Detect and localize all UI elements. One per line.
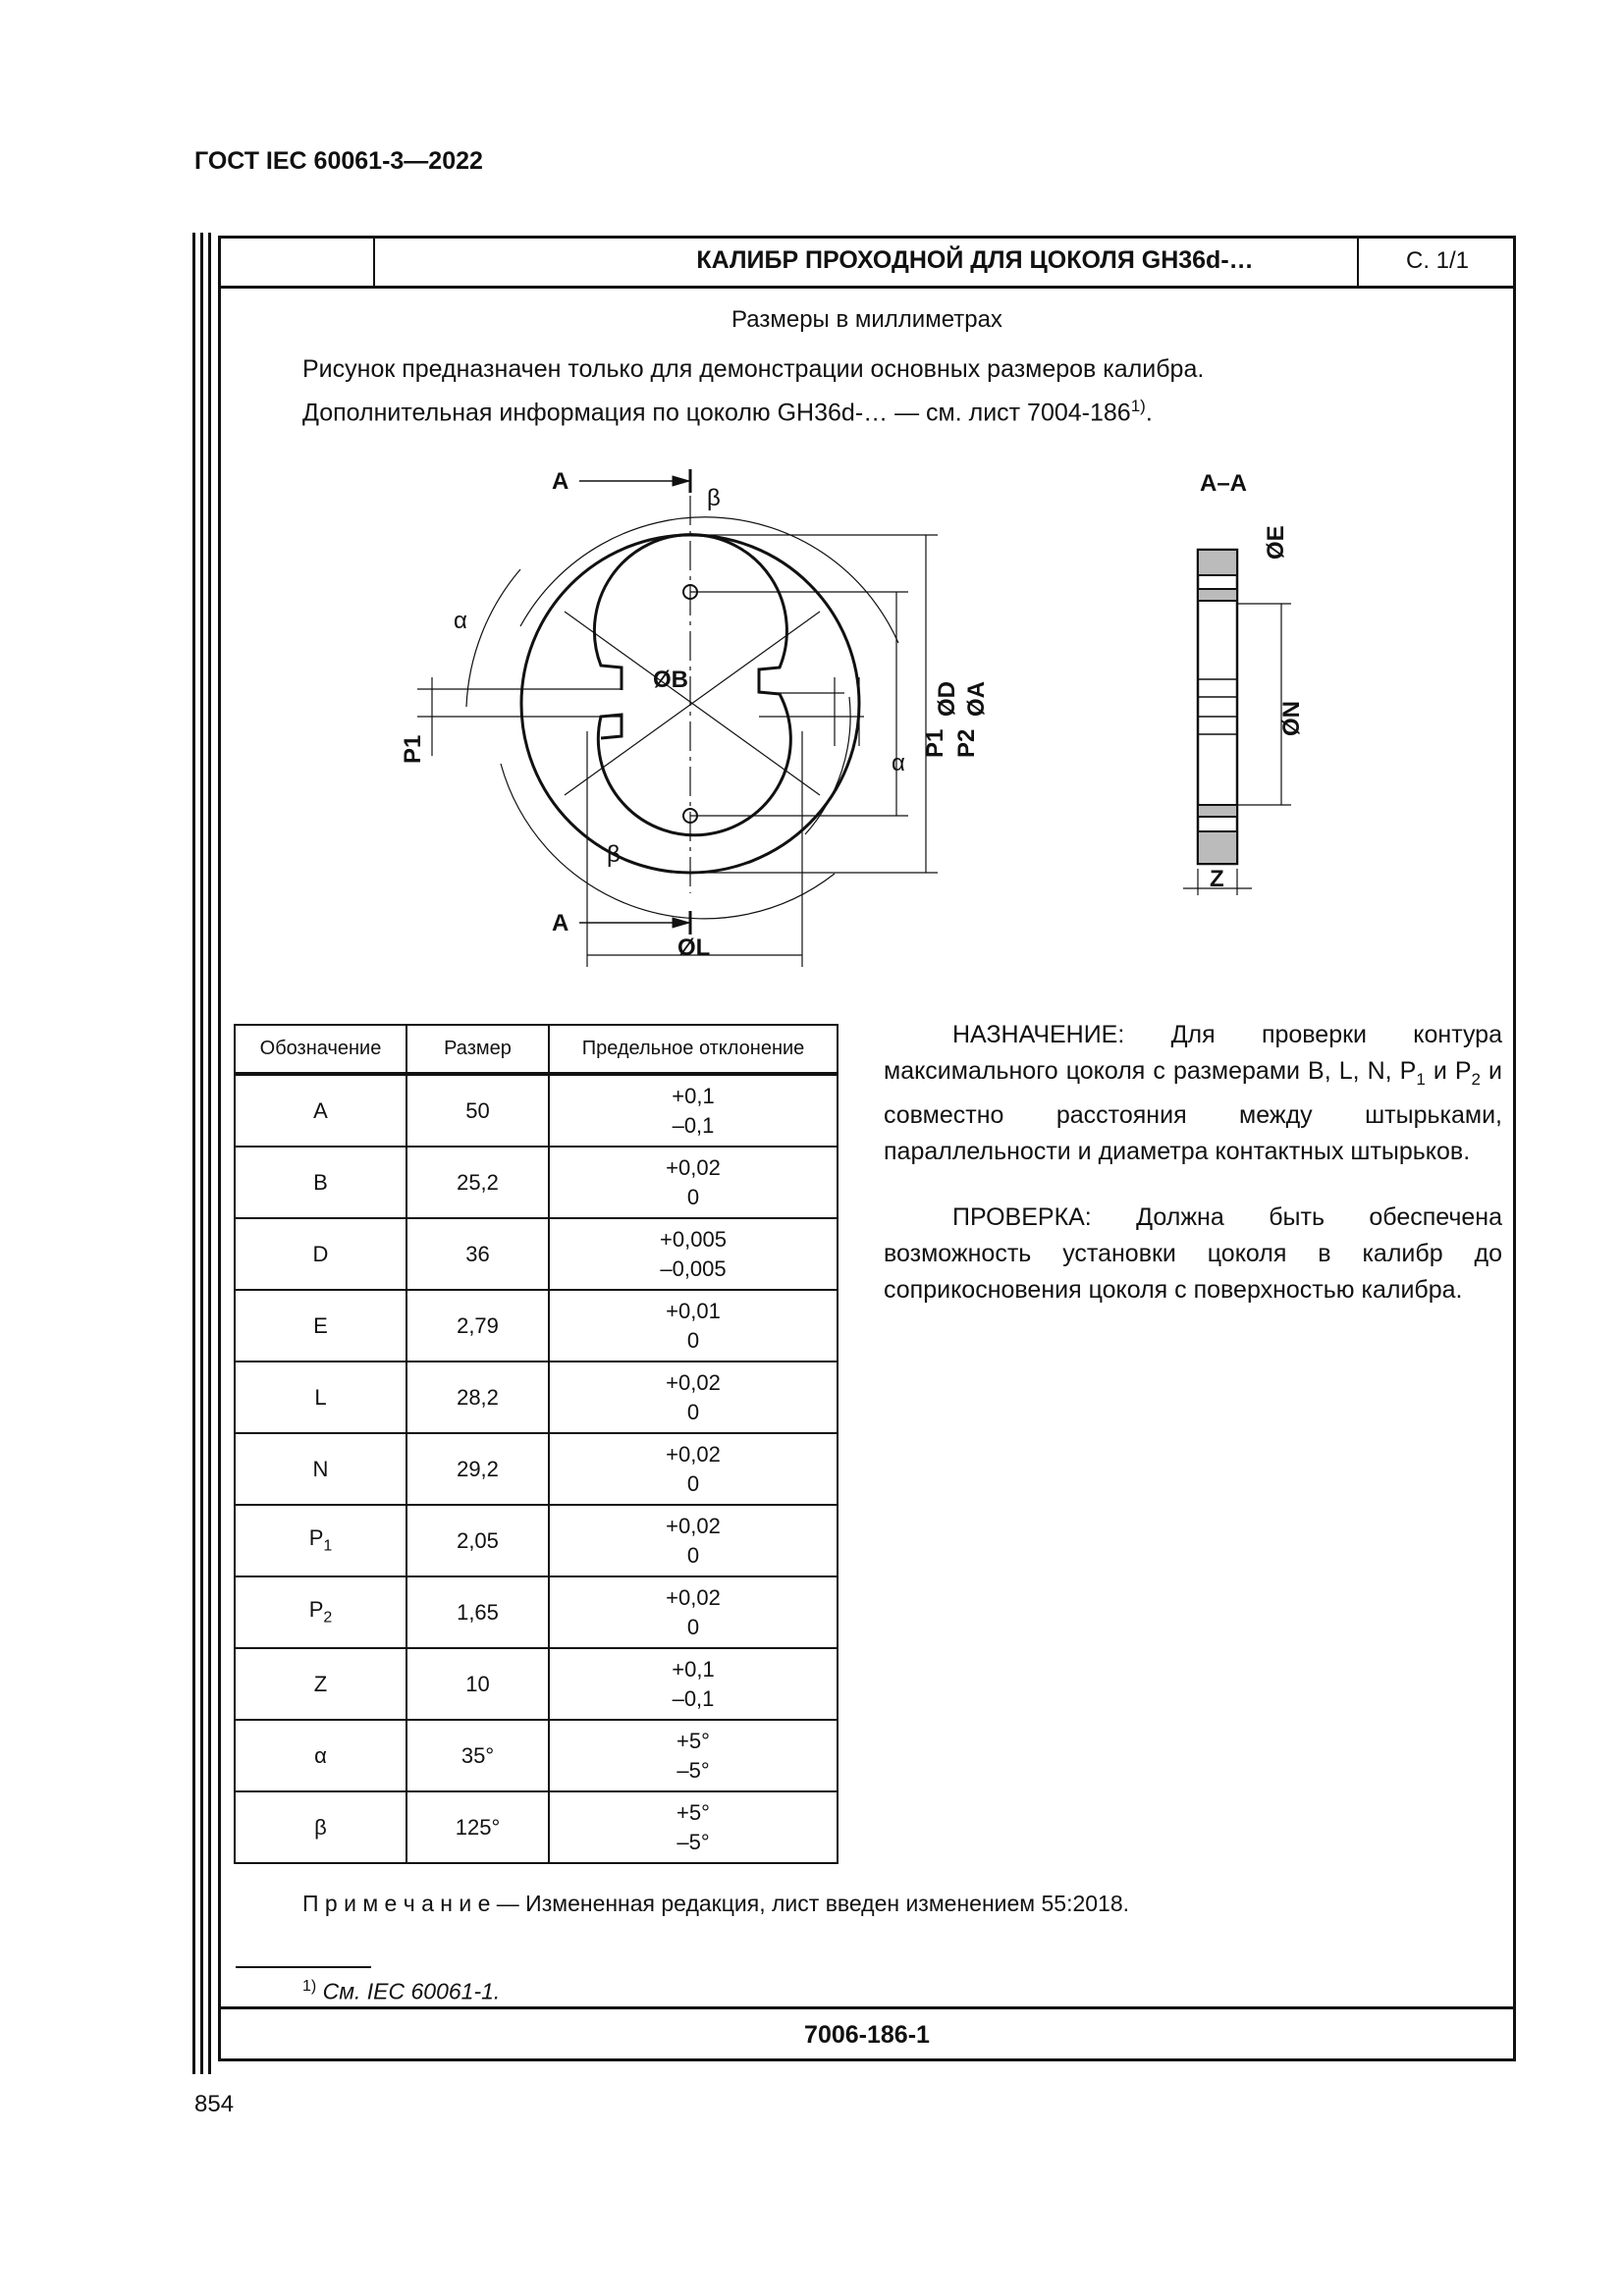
table-row bbox=[235, 1290, 838, 1362]
sheet-header bbox=[218, 236, 1516, 289]
cell-size: 1,65 bbox=[406, 1576, 549, 1648]
cell-tolerance: +0,01 0 bbox=[549, 1290, 838, 1362]
purpose-section bbox=[884, 1017, 1502, 1338]
dimensions-table bbox=[234, 1024, 839, 1864]
cell-tolerance: +0,1 –0,1 bbox=[549, 1648, 838, 1720]
table-header-row bbox=[235, 1025, 838, 1074]
cell-symbol: β bbox=[235, 1791, 406, 1863]
label-dia-d: ØD bbox=[934, 681, 960, 717]
cell-tolerance: +0,02 0 bbox=[549, 1147, 838, 1218]
col-header-tolerance: Предельное отклонение bbox=[549, 1025, 838, 1074]
footnote: $^{1)}$ См. IEC 60061-1. bbox=[302, 1978, 501, 2004]
cell-size: 50 bbox=[406, 1074, 549, 1147]
cell-tolerance: +0,02 0 bbox=[549, 1505, 838, 1576]
margin-rule bbox=[192, 233, 195, 2074]
label-beta-bottom: β bbox=[607, 841, 621, 868]
intro-text bbox=[302, 351, 1432, 431]
col-header-symbol: Обозначение bbox=[235, 1025, 406, 1074]
label-alpha-right: α bbox=[892, 750, 905, 776]
cell-symbol: L bbox=[235, 1362, 406, 1433]
cell-symbol: E bbox=[235, 1290, 406, 1362]
cell-tolerance: +0,02 0 bbox=[549, 1433, 838, 1505]
intro-line-2: Дополнительная информация по цоколю GH36d-… — см. лист 7004-186$^{1)}$. bbox=[302, 397, 1153, 427]
cell-tolerance: +0,02 0 bbox=[549, 1576, 838, 1648]
label-alpha-left: α bbox=[454, 608, 467, 634]
table-row bbox=[235, 1362, 838, 1433]
plan-view bbox=[417, 469, 938, 967]
cell-symbol: A bbox=[235, 1074, 406, 1147]
sheet-code: 7006-186-1 bbox=[804, 2021, 930, 2049]
table-body bbox=[235, 1074, 838, 1863]
cell-tolerance: +0,1 –0,1 bbox=[549, 1074, 838, 1147]
table-row bbox=[235, 1505, 838, 1576]
cell-size: 25,2 bbox=[406, 1147, 549, 1218]
table-row bbox=[235, 1218, 838, 1290]
table-row bbox=[235, 1147, 838, 1218]
cell-size: 36 bbox=[406, 1218, 549, 1290]
label-beta-top: β bbox=[707, 485, 721, 511]
table-row bbox=[235, 1074, 838, 1147]
cell-tolerance: +0,005 –0,005 bbox=[549, 1218, 838, 1290]
cell-symbol: Z bbox=[235, 1648, 406, 1720]
cell-size: 35° bbox=[406, 1720, 549, 1791]
sheet-footer bbox=[218, 2006, 1516, 2061]
label-dia-a: ØA bbox=[963, 681, 990, 717]
footnote-rule bbox=[236, 1966, 371, 1968]
label-dia-e: ØE bbox=[1263, 525, 1289, 560]
margin-rule bbox=[208, 233, 211, 2074]
label-section-a-top: A bbox=[552, 468, 569, 495]
label-dia-b: ØB bbox=[653, 667, 688, 693]
label-dia-n: ØN bbox=[1278, 701, 1305, 736]
table-row bbox=[235, 1433, 838, 1505]
cell-symbol: $P_1$ bbox=[235, 1505, 406, 1576]
label-section-title: A–A bbox=[1200, 470, 1248, 497]
label-section-a-bottom: A bbox=[552, 910, 569, 936]
cell-tolerance: +0,02 0 bbox=[549, 1362, 838, 1433]
units-note: Размеры в миллиметрах bbox=[731, 306, 1002, 333]
cell-size: 2,05 bbox=[406, 1505, 549, 1576]
gauge-drawing bbox=[373, 452, 1306, 982]
table-row bbox=[235, 1576, 838, 1648]
label-p1-right: P1 bbox=[922, 728, 948, 758]
col-header-size: Размер bbox=[406, 1025, 549, 1074]
cell-tolerance: +5° –5° bbox=[549, 1791, 838, 1863]
cell-size: 2,79 bbox=[406, 1290, 549, 1362]
note-text: П р и м е ч а н и е — Измененная редакция, лист введен изменением 55:2018. bbox=[302, 1891, 1130, 1916]
cell-size: 29,2 bbox=[406, 1433, 549, 1505]
label-p2: P2 bbox=[953, 728, 980, 758]
check-text: ПРОВЕРКА: Должна быть обеспечена возможность установки цоколя в калибр до соприкосновения цоколя с поверхностью калибра. bbox=[884, 1203, 1502, 1304]
sheet-page-label: С. 1/1 bbox=[1357, 236, 1516, 286]
cell-size: 28,2 bbox=[406, 1362, 549, 1433]
cell-tolerance: +5° –5° bbox=[549, 1720, 838, 1791]
page-number: 854 bbox=[194, 2091, 235, 2117]
section-view bbox=[1183, 550, 1291, 895]
purpose-text: НАЗНАЧЕНИЕ: Для проверки контура максимального цоколя с размерами B, L, N, $P_1$ и $P_2$ и совместно расстояния между штырьками, параллельности и диаметра контактных штырьков. bbox=[884, 1021, 1502, 1165]
header-blank-cell bbox=[218, 236, 375, 286]
cell-symbol: D bbox=[235, 1218, 406, 1290]
table-row bbox=[235, 1791, 838, 1863]
label-z: Z bbox=[1210, 866, 1224, 892]
intro-line-1: Рисунок предназначен только для демонстрации основных размеров калибра. bbox=[302, 355, 1205, 383]
cell-size: 125° bbox=[406, 1791, 549, 1863]
cell-symbol: N bbox=[235, 1433, 406, 1505]
cell-symbol: $P_2$ bbox=[235, 1576, 406, 1648]
cell-symbol: B bbox=[235, 1147, 406, 1218]
label-p1-left: P1 bbox=[400, 734, 426, 764]
label-dia-l: ØL bbox=[677, 934, 711, 961]
margin-rule bbox=[200, 233, 203, 2074]
table-row bbox=[235, 1648, 838, 1720]
cell-size: 10 bbox=[406, 1648, 549, 1720]
cell-symbol: α bbox=[235, 1720, 406, 1791]
table-row bbox=[235, 1720, 838, 1791]
sheet-title: КАЛИБР ПРОХОДНОЙ ДЛЯ ЦОКОЛЯ GH36d-… bbox=[696, 246, 1254, 274]
document-code: ГОСТ IEC 60061-3—2022 bbox=[194, 147, 483, 175]
